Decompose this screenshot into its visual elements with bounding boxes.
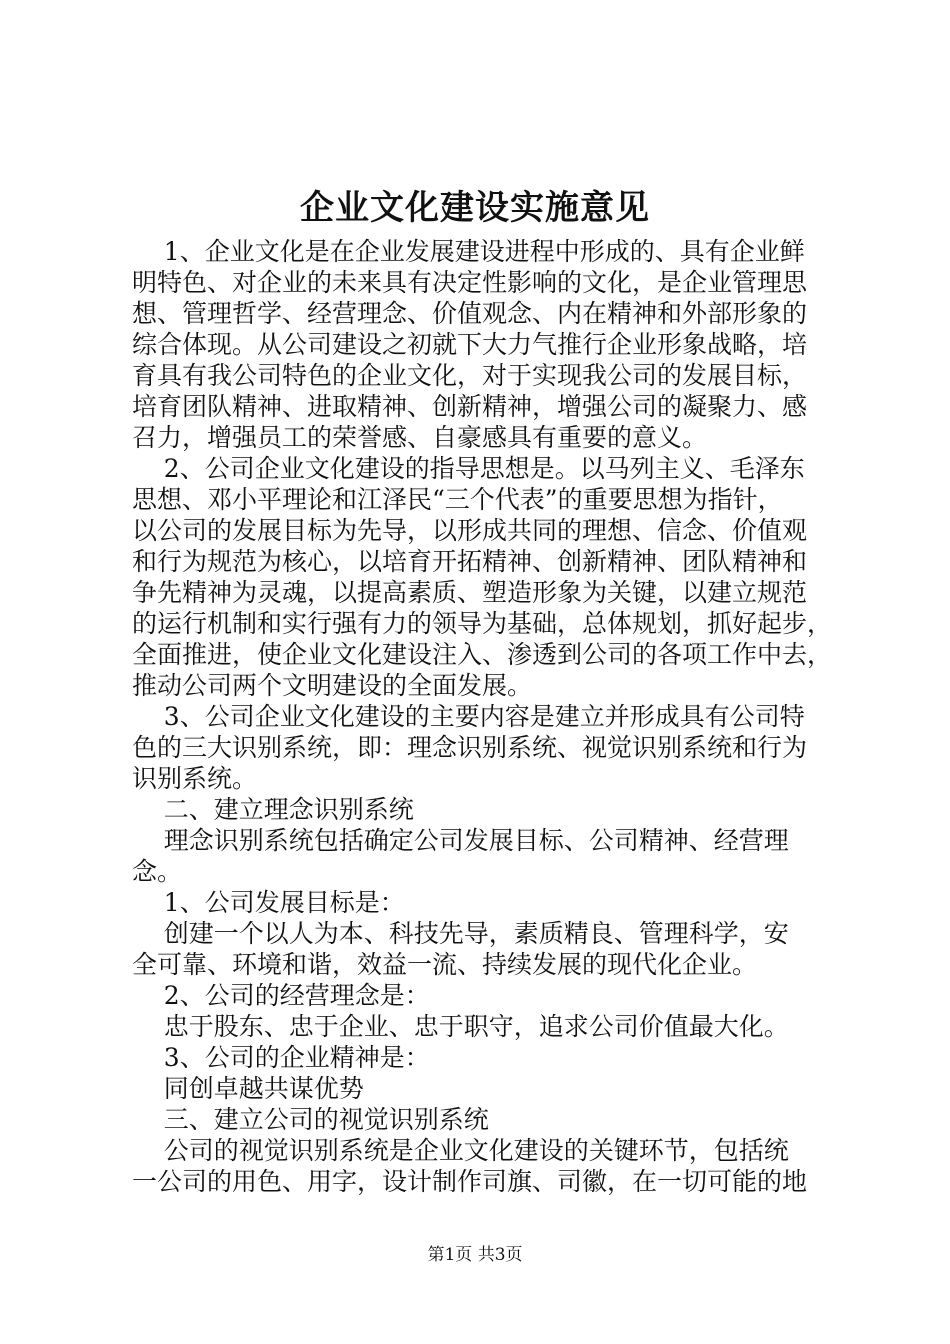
text-line: 综合体现。从公司建设之初就下大力气推行企业形象战略，培 (132, 330, 808, 359)
text-line: 三、建立公司的视觉识别系统 (132, 1105, 489, 1134)
text-line: 以公司的发展目标为先导，以形成共同的理想、信念、价值观 (132, 516, 808, 545)
text-line: 1、企业文化是在企业发展建设进程中形成的、具有企业鲜 (132, 237, 805, 266)
text-line: 念。 (132, 857, 183, 886)
text-line: 召力，增强员工的荣誉感、自豪感具有重要的意义。 (132, 423, 708, 452)
text-line: 公司的视觉识别系统是企业文化建设的关键环节，包括统 (132, 1136, 789, 1165)
text-line: 理念识别系统包括确定公司发展目标、公司精神、经营理 (132, 826, 789, 855)
text-line: 同创卓越共谋优势 (132, 1074, 364, 1103)
text-line: 3、公司的企业精神是： (132, 1043, 430, 1072)
text-line: 推动公司两个文明建设的全面发展。 (132, 671, 533, 700)
document-body (132, 236, 836, 1197)
text-line: 全可靠、环境和谐，效益一流、持续发展的现代化企业。 (132, 950, 758, 979)
text-line: 创建一个以人为本、科技先导，素质精良、管理科学，安 (132, 919, 789, 948)
text-line: 二、建立理念识别系统 (132, 795, 414, 824)
text-line: 的运行机制和实行强有力的领导为基础，总体规划，抓好起步， (132, 609, 833, 638)
text-line: 1、公司发展目标是： (132, 888, 405, 917)
text-line: 3、公司企业文化建设的主要内容是建立并形成具有公司特 (132, 702, 805, 731)
text-line: 争先精神为灵魂，以提高素质、塑造形象为关键，以建立规范 (132, 578, 808, 607)
text-line: 想、管理哲学、经营理念、价值观念、内在精神和外部形象的 (132, 299, 808, 328)
text-line: 和行为规范为核心，以培育开拓精神、创新精神、团队精神和 (132, 547, 808, 576)
text-line: 培育团队精神、进取精神、创新精神，增强公司的凝聚力、感 (132, 392, 808, 421)
text-line: 忠于股东、忠于企业、忠于职守，追求公司价值最大化。 (132, 1012, 789, 1041)
page-footer: 第1页 共3页 (427, 1245, 523, 1265)
text-line: 育具有我公司特色的企业文化，对于实现我公司的发展目标， (132, 361, 808, 390)
text-line: 2、公司企业文化建设的指导思想是。以马列主义、毛泽东 (132, 454, 805, 483)
text-line: 2、公司的经营理念是： (132, 981, 430, 1010)
text-line: 一公司的用色、用字，设计制作司旗、司徽，在一切可能的地 (132, 1167, 808, 1196)
document-title: 企业文化建设实施意见 (300, 188, 650, 228)
text-line: 明特色、对企业的未来具有决定性影响的文化，是企业管理思 (132, 268, 808, 297)
text-line: 思想、邓小平理论和江泽民“三个代表”的重要思想为指针， (132, 485, 783, 514)
text-line: 色的三大识别系统，即：理念识别系统、视觉识别系统和行为 (132, 733, 808, 762)
text-line: 全面推进，使企业文化建设注入、渗透到公司的各项工作中去， (132, 640, 833, 669)
text-line: 识别系统。 (132, 764, 258, 793)
